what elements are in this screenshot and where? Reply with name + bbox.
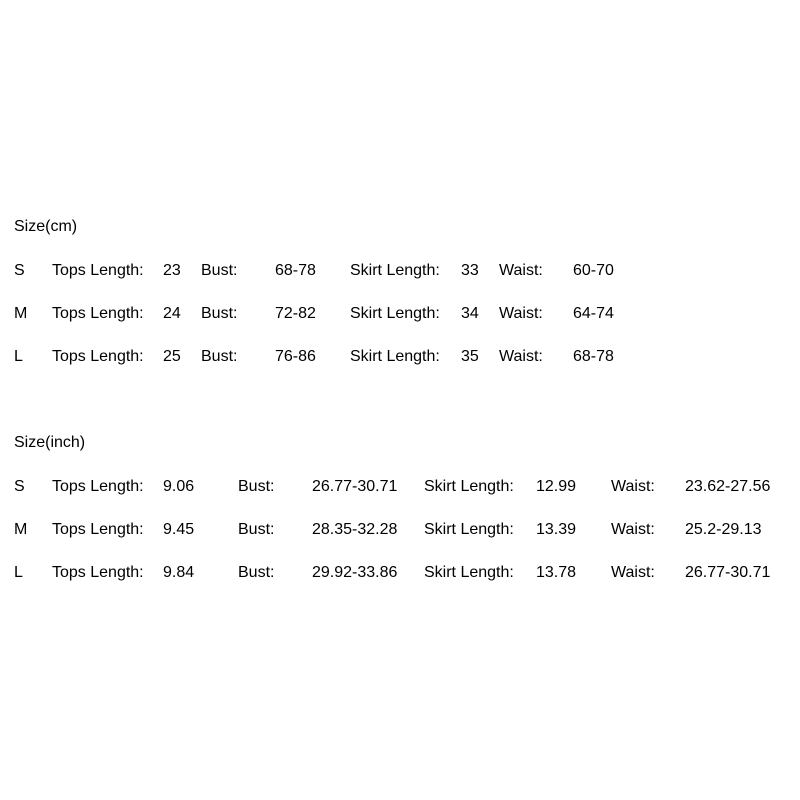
waist-label: Waist: bbox=[499, 348, 543, 365]
skirt-length-value: 13.78 bbox=[536, 564, 577, 581]
skirt-length-label: Skirt Length: bbox=[350, 262, 440, 279]
waist-label: Waist: bbox=[611, 478, 655, 495]
size-label: S bbox=[14, 262, 25, 279]
tops-length-value: 9.84 bbox=[163, 564, 195, 581]
size-inch-title: Size(inch) bbox=[14, 434, 86, 451]
size-label: M bbox=[14, 521, 28, 538]
size-label: L bbox=[14, 348, 23, 365]
waist-value: 68-78 bbox=[573, 348, 614, 365]
skirt-length-label: Skirt Length: bbox=[424, 564, 514, 581]
skirt-length-value: 34 bbox=[461, 305, 479, 322]
tops-length-label: Tops Length: bbox=[52, 478, 144, 495]
skirt-length-label: Skirt Length: bbox=[424, 521, 514, 538]
size-label: L bbox=[14, 564, 23, 581]
bust-label: Bust: bbox=[201, 305, 238, 322]
tops-length-value: 24 bbox=[163, 305, 181, 322]
bust-value: 72-82 bbox=[275, 305, 316, 322]
waist-value: 25.2-29.13 bbox=[685, 521, 762, 538]
tops-length-value: 23 bbox=[163, 262, 181, 279]
bust-label: Bust: bbox=[238, 564, 275, 581]
bust-label: Bust: bbox=[201, 262, 238, 279]
skirt-length-label: Skirt Length: bbox=[424, 478, 514, 495]
size-label: M bbox=[14, 305, 28, 322]
skirt-length-value: 13.39 bbox=[536, 521, 577, 538]
waist-label: Waist: bbox=[499, 305, 543, 322]
bust-label: Bust: bbox=[238, 521, 275, 538]
bust-value: 68-78 bbox=[275, 262, 316, 279]
size-cm-title: Size(cm) bbox=[14, 218, 78, 235]
tops-length-label: Tops Length: bbox=[52, 262, 144, 279]
waist-value: 60-70 bbox=[573, 262, 614, 279]
tops-length-label: Tops Length: bbox=[52, 564, 144, 581]
tops-length-value: 25 bbox=[163, 348, 181, 365]
waist-label: Waist: bbox=[611, 564, 655, 581]
waist-label: Waist: bbox=[499, 262, 543, 279]
waist-label: Waist: bbox=[611, 521, 655, 538]
tops-length-label: Tops Length: bbox=[52, 521, 144, 538]
waist-value: 26.77-30.71 bbox=[685, 564, 771, 581]
bust-value: 29.92-33.86 bbox=[312, 564, 398, 581]
skirt-length-label: Skirt Length: bbox=[350, 305, 440, 322]
bust-value: 76-86 bbox=[275, 348, 316, 365]
bust-label: Bust: bbox=[201, 348, 238, 365]
skirt-length-value: 12.99 bbox=[536, 478, 577, 495]
skirt-length-label: Skirt Length: bbox=[350, 348, 440, 365]
bust-value: 26.77-30.71 bbox=[312, 478, 398, 495]
waist-value: 23.62-27.56 bbox=[685, 478, 771, 495]
skirt-length-value: 33 bbox=[461, 262, 479, 279]
tops-length-label: Tops Length: bbox=[52, 305, 144, 322]
bust-label: Bust: bbox=[238, 478, 275, 495]
tops-length-label: Tops Length: bbox=[52, 348, 144, 365]
skirt-length-value: 35 bbox=[461, 348, 479, 365]
size-label: S bbox=[14, 478, 25, 495]
bust-value: 28.35-32.28 bbox=[312, 521, 398, 538]
waist-value: 64-74 bbox=[573, 305, 614, 322]
tops-length-value: 9.45 bbox=[163, 521, 195, 538]
tops-length-value: 9.06 bbox=[163, 478, 195, 495]
